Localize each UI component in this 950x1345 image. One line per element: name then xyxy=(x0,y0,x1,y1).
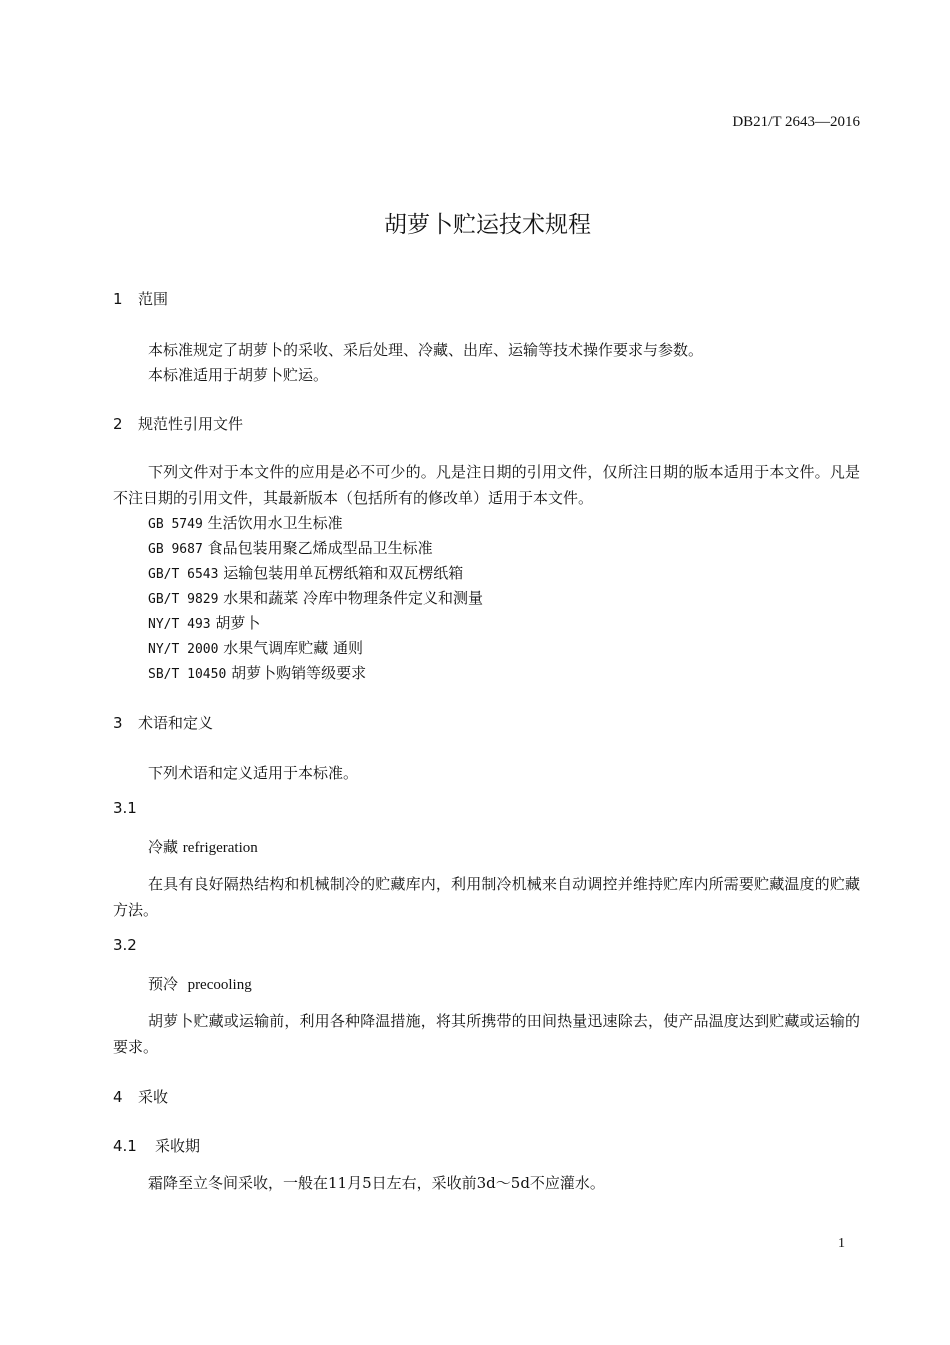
section-heading-2 xyxy=(113,413,243,434)
section-number: 3 xyxy=(113,714,123,732)
reference-item: SB/T 10450 胡萝卜购销等级要求 xyxy=(148,664,367,682)
paragraph: 本标准适用于胡萝卜贮运。 xyxy=(148,366,329,384)
section-heading-3 xyxy=(113,712,213,733)
subsection-heading xyxy=(113,1135,200,1156)
paragraph: 霜降至立冬间采收，一般在11月5日左右，采收前3d～5d不应灌水。 xyxy=(148,1174,605,1192)
section-heading-1 xyxy=(113,288,168,309)
paragraph: 本标准规定了胡萝卜的采收、采后处理、冷藏、出库、运输等技术操作要求与参数。 xyxy=(148,341,704,359)
section-title: 规范性引用文件 xyxy=(138,415,244,433)
definition: 胡萝卜贮藏或运输前，利用各种降温措施，将其所携带的田间热量迅速除去，使产品温度达到贮藏或运输的要求。 xyxy=(113,1012,860,1056)
section-title: 术语和定义 xyxy=(138,714,214,732)
term-entry: 预冷 precooling xyxy=(148,975,252,993)
definition: 在具有良好隔热结构和机械制冷的贮藏库内，利用制冷机械来自动调控并维持贮库内所需要贮藏温度的贮藏方法。 xyxy=(113,875,860,919)
paragraph: 下列文件对于本文件的应用是必不可少的。凡是注日期的引用文件，仅所注日期的版本适用于本文件。凡是不注日期的引用文件，其最新版本（包括所有的修改单）适用于本文件。 xyxy=(113,463,860,507)
reference-item: NY/T 493 胡萝卜 xyxy=(148,614,261,632)
reference-item: GB 9687 食品包装用聚乙烯成型品卫生标准 xyxy=(148,539,433,557)
reference-item: GB/T 9829 水果和蔬菜 冷库中物理条件定义和测量 xyxy=(148,589,484,607)
section-number: 4 xyxy=(113,1088,123,1106)
section-number: 2 xyxy=(113,415,123,433)
section-title: 采收 xyxy=(138,1088,169,1106)
reference-item: GB/T 6543 运输包装用单瓦楞纸箱和双瓦楞纸箱 xyxy=(148,564,464,582)
subsection-title: 采收期 xyxy=(155,1137,201,1155)
section-heading-4 xyxy=(113,1086,168,1107)
paragraph: 下列术语和定义适用于本标准。 xyxy=(148,764,359,782)
standard-code: DB21/T 2643—2016 xyxy=(732,114,860,130)
section-number: 1 xyxy=(113,290,123,308)
clause-number: 3.1 xyxy=(113,799,137,817)
reference-item: NY/T 2000 水果气调库贮藏 通则 xyxy=(148,639,364,657)
subsection-number: 4.1 xyxy=(113,1137,137,1155)
clause-number: 3.2 xyxy=(113,936,137,954)
page-number: 1 xyxy=(838,1236,845,1251)
section-title: 范围 xyxy=(138,290,169,308)
document-title: 胡萝卜贮运技术规程 xyxy=(384,212,591,238)
reference-item: GB 5749 生活饮用水卫生标准 xyxy=(148,514,343,532)
term-entry: 冷藏 refrigeration xyxy=(148,838,258,856)
